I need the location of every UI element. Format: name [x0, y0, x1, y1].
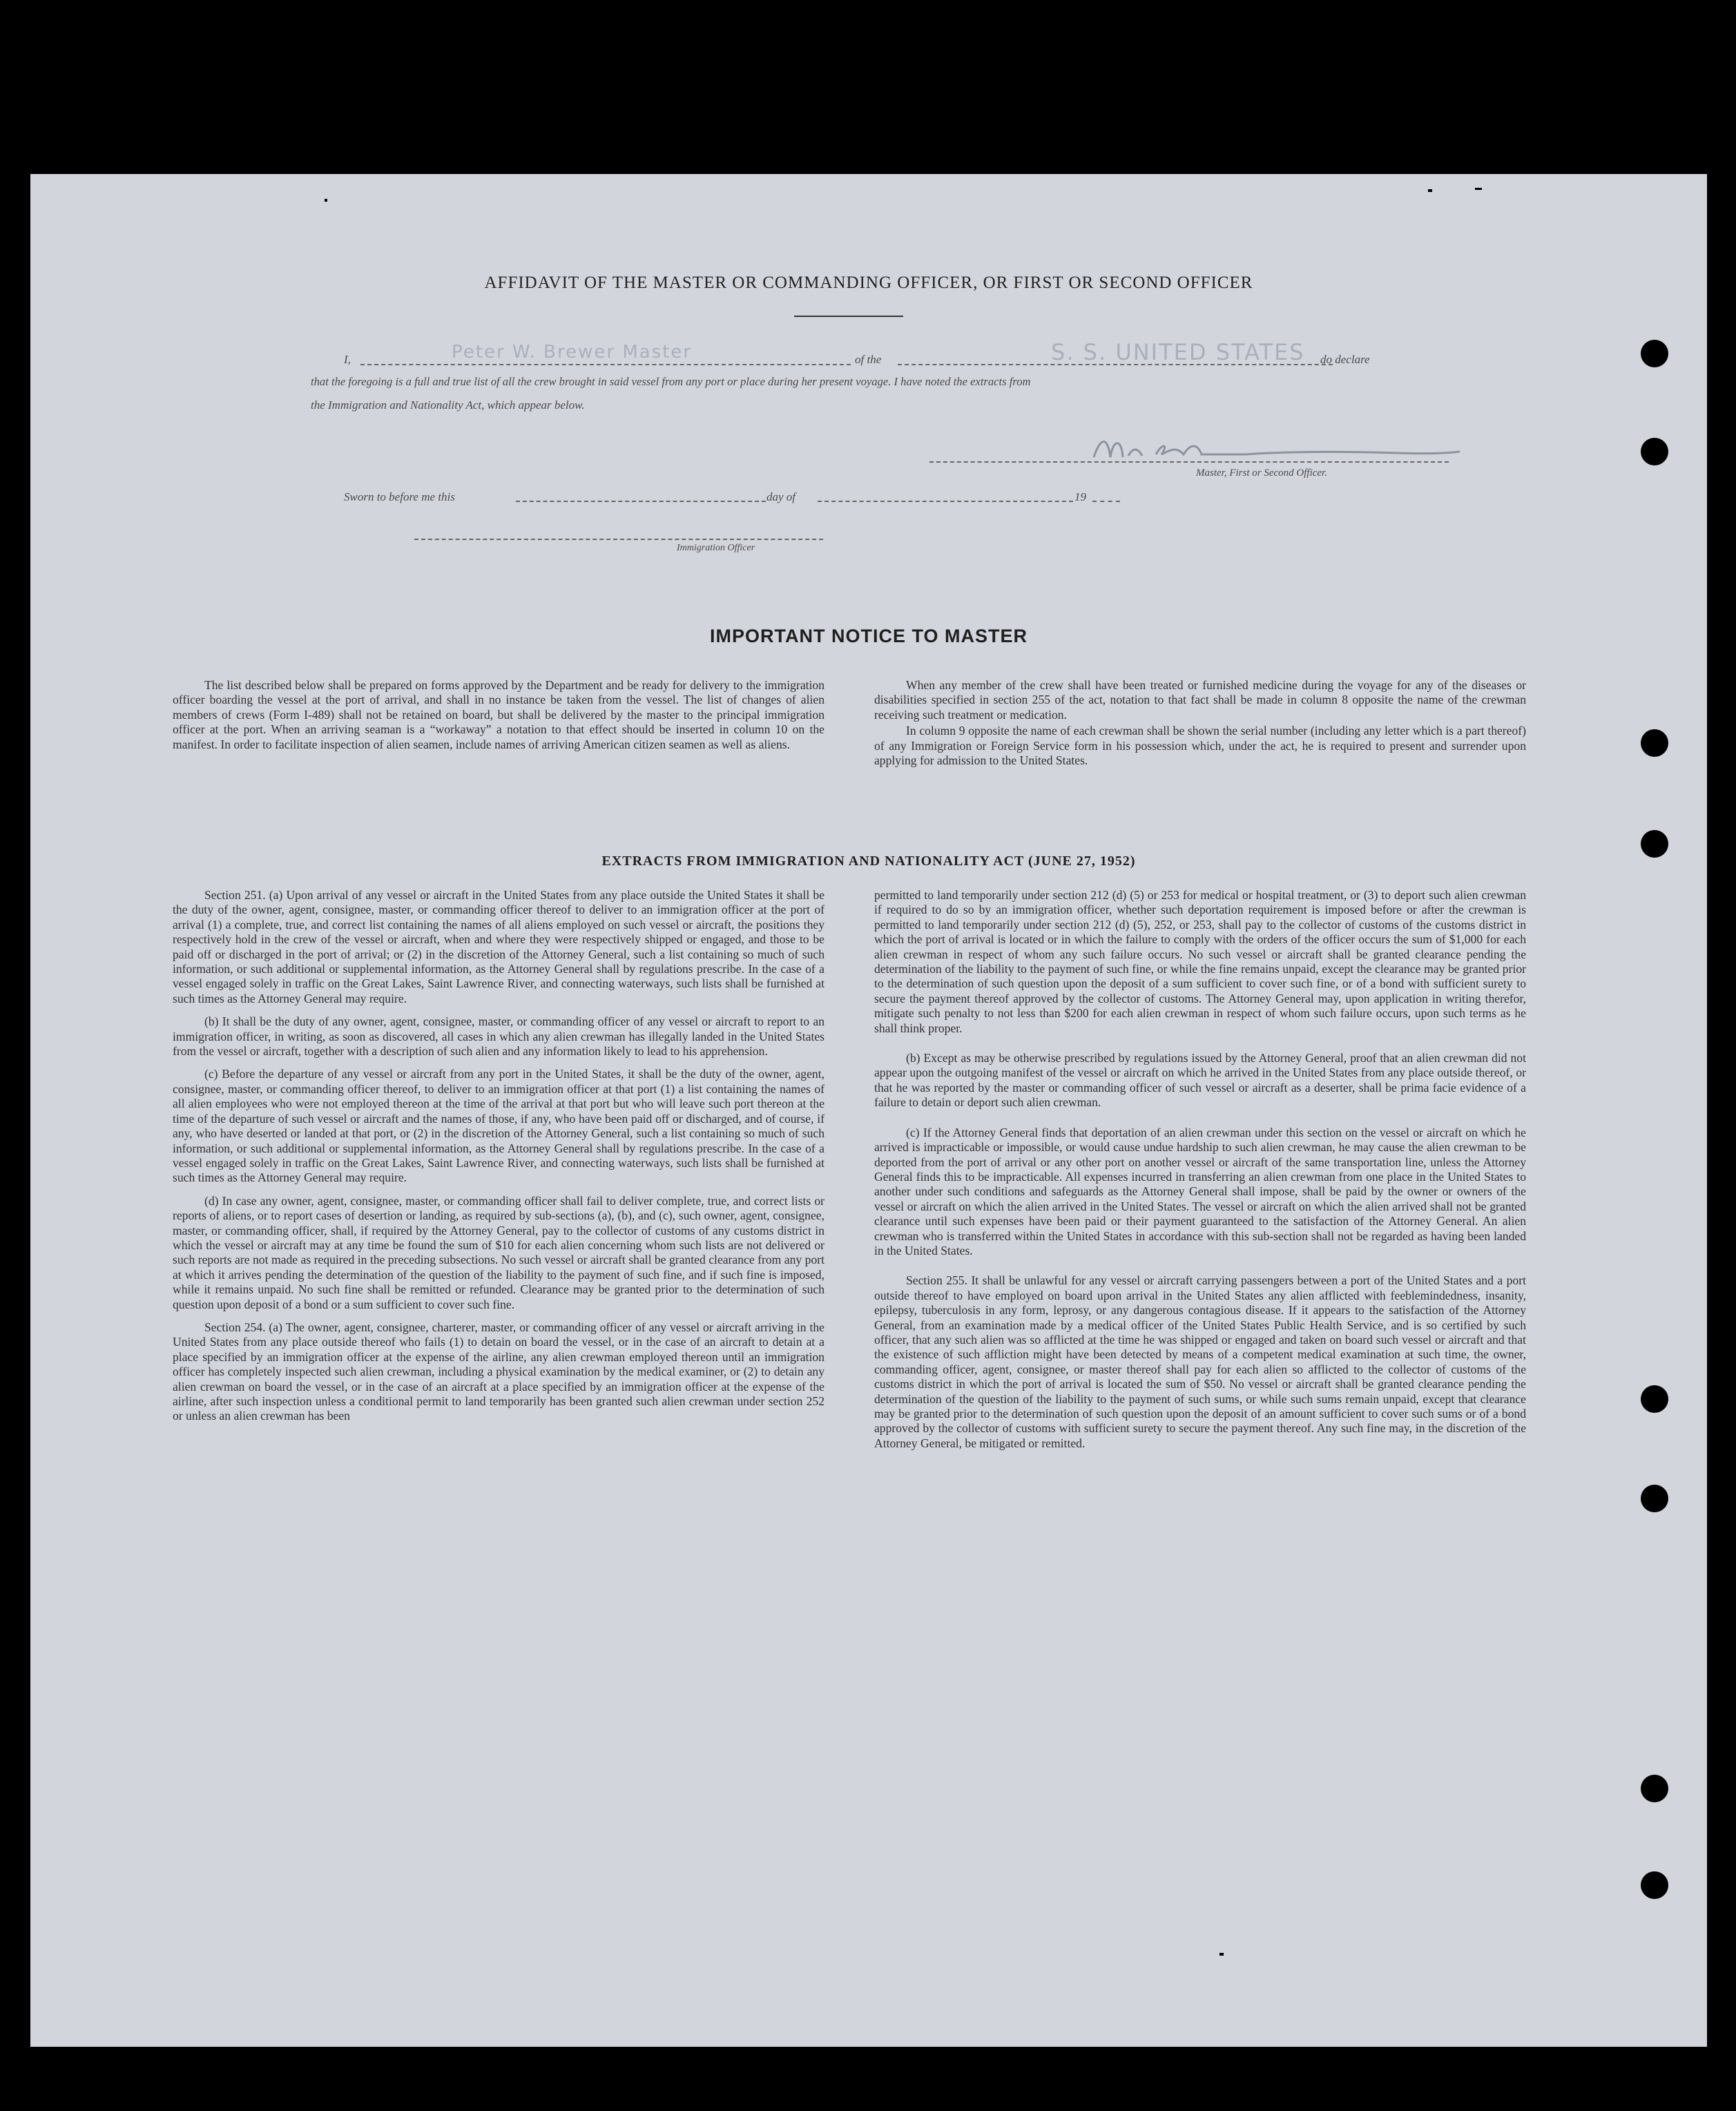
- affidavit-of-the-label: of the: [855, 353, 882, 366]
- affidavit-declaration-line-2: the Immigration and Nationality Act, which appear below.: [311, 398, 585, 412]
- sworn-month-field[interactable]: [818, 501, 1073, 502]
- act-section-paragraph: Section 251. (a) Upon arrival of any vessel or aircraft in the United States from any place outside the United States it shall be the duty of the owner, agent, consignee, master, or commanding officer thereof to deliver to an immigration officer at the port of arrival (1) a complete, true, and correct list containing the names of all aliens employed on such vessel or aircraft, the positions they respectively hold in the crew of the vessel or aircraft, when and where they were respectively shipped or engaged, and those to be paid off or discharged in the port of arrival; or (2) in the discretion of the Attorney General, such a list containing so much of such information, or such additional or supplemental information, as the Attorney General shall by regulations prescribe. In the case of a vessel engaged solely in traffic on the Great Lakes, Saint Lawrence River, and connecting waterways, such lists shall be furnished at such times as the Attorney General may require.: [173, 888, 824, 1005]
- notice-paragraph: The list described below shall be prepared on forms approved by the Department and be ready for delivery to the immigration officer boarding the vessel at the port of arrival, and shall in no instance be taken from the vessel. The list of changes of alien members of crews (Form I-489) shall not be retained on board, but shall be delivered by the master to the principal immigration officer at the port. When an arriving seaman is a “workaway” a notation to that effect should be inserted in column 10 on the manifest. In order to facilitate inspection of alien seamen, include names of arriving American citizen seamen as well as aliens.: [173, 678, 824, 751]
- act-section-paragraph: (d) In case any owner, agent, consignee, master, or commanding officer shall fail to deliver complete, true, and correct lists or reports of aliens, or to report cases of desertion or landing, as required by sub-sections (a), (b), and (c), such owner, agent, consignee, master, or commanding officer, shall, if required by the Attorney General, pay to the collector of customs of any customs district in which the vessel or aircraft may at any time be found the sum of $10 for each alien concerning whom such lists are not delivered or such reports are not made as required in the preceding subsections. No such vessel or aircraft shall be granted clearance from any port at which it arrives pending the determination of the question of the liability to the payment of such fine, and if such fine is imposed, while it remains unpaid. No such fine shall be remitted or refunded. Clearance may be granted prior to the determination of such question upon deposit of a bond or a sum sufficient to cover such fine.: [173, 1193, 824, 1311]
- binder-hole: [1641, 1485, 1668, 1512]
- sworn-label: Sworn to before me this: [344, 490, 455, 503]
- affidavit-i-label: I,: [344, 353, 351, 366]
- extracts-left-column: [173, 888, 824, 1432]
- notice-left-column: [173, 678, 824, 760]
- act-section-paragraph: (b) Except as may be otherwise prescribed by regulations issued by the Attorney General, proof that an alien crewman did not appear upon the outgoing manifest of the vessel or aircraft on which he arrived in the United States from any place outside thereof, or that he was reported by the master or commanding officer of such vessel or aircraft as a deserter, shall be prima facie evidence of a failure to detain or deport such alien crewman.: [874, 1051, 1526, 1110]
- notice-paragraph: When any member of the crew shall have been treated or furnished medicine during the voyage for any of the diseases or disabilities specified in section 255 of the act, notation to that fact shall be made in column 8 opposite the name of the crewman receiving such treatment or medication.: [874, 678, 1526, 722]
- act-section-paragraph: Section 254. (a) The owner, agent, consignee, charterer, master, or commanding officer of any vessel or aircraft arriving in the United States from any place outside thereof who fails (1) to detain on board the vessel, or in the case of an aircraft to detain at a place specified by an immigration officer at the expense of the airline, any alien crewman employed thereon until an immigration officer has completely inspected such alien crewman, including a physical examination by the medical examiner, or (2) to detain any alien crewman on board the vessel, or in the case of an aircraft at a place specified by an immigration officer at the expense of the airline, after such inspection unless a conditional permit to land temporarily has been granted such alien crewman under section 252 or unless an alien crewman has been: [173, 1320, 824, 1423]
- notice-right-column: [874, 678, 1526, 776]
- handwritten-signature: [1080, 430, 1467, 471]
- handwritten-master-name: Peter W. Brewer Master: [452, 342, 693, 363]
- binder-hole: [1641, 1775, 1668, 1802]
- immigration-officer-field[interactable]: [414, 539, 823, 540]
- act-section-paragraph: (c) Before the departure of any vessel or aircraft from any port in the United States, it shall be the duty of the owner, agent, consignee, master, or commanding officer thereof, to deliver to an immigration officer at that port (1) a list containing the names of all alien employees who were not employed thereon at the time of the arrival at that port but who will leave such port thereon at the time of the departure of such vessel or aircraft and the names of those, if any, who have been paid off or discharged, and of course, if any, who have deserted or landed at that port, or (2) in the discretion of the Attorney General, such a list containing so much of such information, or such additional or supplemental information, as the Attorney General shall by regulations prescribe. In the case of a vessel engaged solely in traffic on the Great Lakes, Saint Lawrence River, and connecting waterways, such lists shall be furnished at such times as the Attorney General may require.: [173, 1067, 824, 1185]
- act-section-paragraph: Section 255. It shall be unlawful for any vessel or aircraft carrying passengers between a port of the United States and a port outside thereof to have employed on board upon arrival in the United States any alien afflicted with feeblemindedness, insanity, epilepsy, tuberculosis in any form, leprosy, or any dangerous contagious disease. If it appears to the satisfaction of the Attorney General, from an examination made by a medical officer of the United States Public Health Service, and is so certified by such officer, that any such alien was so afflicted at the time he was shipped or engaged and taken on board such vessel or aircraft and that the existence of such affliction might have been detected by means of a competent medical examination at such time, the owner, commanding officer, agent, consignee, or master thereof shall pay for each alien so afflicted to the collector of customs of the customs district in which the port of arrival is located the sum of $50. No vessel or aircraft shall be granted clearance pending the determination of the question of the liability to the payment of such sums, or while such sums remain unpaid, except that clearance may be granted prior to the determination of such question upon the deposit of an amount sufficient to cover such sums or of a bond approved by the collector of customs with sufficient surety to secure the payment thereof. Any such fine may, in the discretion of the Attorney General, be mitigated or remitted.: [874, 1273, 1526, 1450]
- scan-speck: [1475, 188, 1482, 190]
- sworn-year-label: 19: [1074, 490, 1086, 503]
- immigration-officer-label: Immigration Officer: [677, 543, 755, 553]
- notice-title: IMPORTANT NOTICE TO MASTER: [710, 626, 1028, 646]
- act-section-paragraph: (b) It shall be the duty of any owner, agent, consignee, master, or commanding officer of any vessel or aircraft to report to an immigration officer, in writing, as soon as discovered, all cases in which any alien crewman has illegally landed in the United States from the vessel or aircraft, together with a description of such alien and any information likely to lead to his apprehension.: [173, 1014, 824, 1059]
- binder-hole: [1641, 1871, 1668, 1899]
- extracts-title: EXTRACTS FROM IMMIGRATION AND NATIONALITY ACT (JUNE 27, 1952): [601, 854, 1136, 869]
- act-section-paragraph: (c) If the Attorney General finds that deportation of an alien crewman under this section on the vessel or aircraft on which he arrived is impracticable or impossible, or would cause undue hardship to such alien crewman, he may cause the alien crewman to be deported from the port of arrival or any other port on another vessel or aircraft of the same transportation line, unless the Attorney General finds this to be impracticable. All expenses incurred in transferring an alien crewman from one place in the United States to another under such conditions and safeguards as the Attorney General shall impose, shall be paid by the owner or owners of the vessel or aircraft on which the alien arrived in the United States. The vessel or aircraft on which the alien arrived shall not be granted clearance until such expenses have been paid or their payment guaranteed to the satisfaction of the Attorney General. An alien crewman who is transferred within the United States in accordance with this sub-section shall not be regarded as having been landed in the United States.: [874, 1125, 1526, 1257]
- signature-label: Master, First or Second Officer.: [1196, 467, 1327, 479]
- affidavit-do-declare-label: do declare: [1320, 353, 1370, 366]
- master-name-field[interactable]: [360, 364, 851, 365]
- scan-speck: [325, 199, 327, 202]
- sworn-day-of-label: day of: [766, 490, 796, 503]
- affidavit-title: AFFIDAVIT OF THE MASTER OR COMMANDING OFFICER, OR FIRST OR SECOND OFFICER: [484, 273, 1253, 292]
- binder-hole: [1641, 830, 1668, 858]
- scan-speck: [1219, 1953, 1224, 1956]
- binder-hole: [1641, 729, 1668, 757]
- scan-speck: [1428, 189, 1432, 192]
- binder-hole: [1641, 438, 1668, 465]
- title-underline: [794, 316, 903, 317]
- handwritten-vessel-name: S. S. UNITED STATES: [1051, 339, 1305, 365]
- extracts-right-column: [874, 888, 1526, 1459]
- notice-paragraph: In column 9 opposite the name of each crewman shall be shown the serial number (including any letter which is a part thereof) of any Immigration or Foreign Service form in his possession which, under the act, he is required to present and surrender upon applying for admission to the United States.: [874, 724, 1526, 768]
- binder-hole: [1641, 340, 1668, 367]
- form-page: [30, 174, 1707, 2047]
- binder-hole: [1641, 1385, 1668, 1413]
- affidavit-declaration-line: that the foregoing is a full and true list of all the crew brought in said vessel from any port or place during her present voyage. I have noted the extracts from: [311, 375, 1031, 388]
- act-section-paragraph: permitted to land temporarily under section 212 (d) (5) or 253 for medical or hospital treatment, or (3) to deport such alien crewman if required to do so by an immigration officer, whether such deportation requirement is imposed before or after the crewman is permitted to land temporarily under section 212 (d) (5), 252, or 253, shall pay to the collector of customs of the customs district in which the port of arrival is located or in which the failure to comply with the orders of the officer occurs the sum of $1,000 for each alien crewman in respect of whom any such failure occurs. No such vessel or aircraft shall be granted clearance pending the determination of the liability to the payment of such fine, or while the fine remains unpaid, except the clearance may be granted prior to the determination of such question upon the deposit of a sum sufficient to cover such fine, or of a bond with sufficient surety to secure the payment thereof approved by the collector of customs. The Attorney General may, upon application in writing therefor, mitigate such penalty to not less than $200 for each alien crewman in respect of whom such failure occurs, upon such terms as he shall think proper.: [874, 888, 1526, 1035]
- sworn-day-field[interactable]: [516, 501, 766, 502]
- sworn-year-field[interactable]: [1092, 501, 1120, 502]
